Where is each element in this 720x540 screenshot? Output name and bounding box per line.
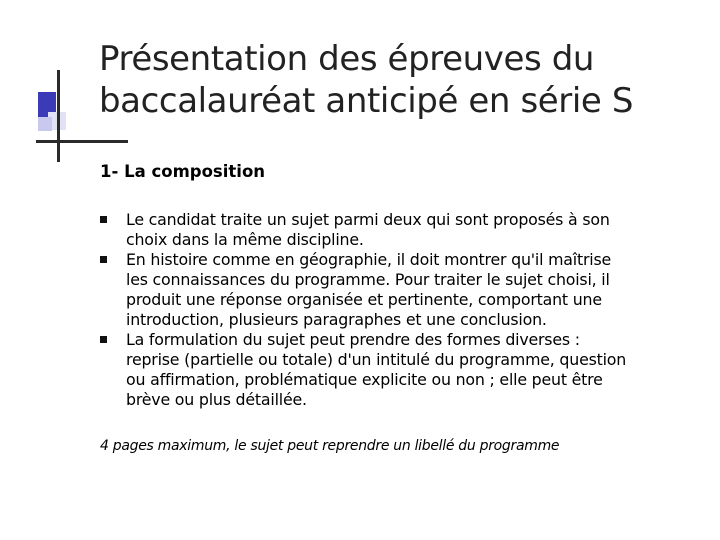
slide-title-line-1: Présentation des épreuves du [99, 39, 595, 79]
bullet-list [100, 210, 700, 410]
bullet-text [126, 210, 700, 250]
deco-horizontal-line [36, 140, 128, 143]
bullet-line: Le candidat traite un sujet parmi deux qui sont proposés à son [126, 210, 610, 229]
square-bullet-icon [100, 256, 107, 263]
footnote: 4 pages maximum, le sujet peut reprendre un libellé du programme [100, 438, 560, 454]
bullet-line: La formulation du sujet peut prendre des formes diverses : [126, 330, 580, 349]
bullet-line: introduction, plusieurs paragraphes et une conclusion. [126, 310, 547, 329]
bullet-item-2 [100, 250, 700, 330]
bullet-item-3 [100, 330, 700, 410]
deco-square-lilac [38, 117, 52, 131]
square-bullet-icon [100, 336, 107, 343]
slide-title-line-2: baccalauréat anticipé en série S [99, 81, 634, 121]
bullet-text [126, 330, 700, 410]
bullet-line: En histoire comme en géographie, il doit montrer qu'il maîtrise [126, 250, 612, 269]
bullet-line: reprise (partielle ou totale) d'un intitulé du programme, question [126, 350, 627, 369]
section-heading: 1- La composition [100, 162, 266, 181]
bullet-line: choix dans la même discipline. [126, 230, 364, 249]
deco-vertical-line [57, 70, 60, 162]
square-bullet-icon [100, 216, 107, 223]
bullet-text [126, 250, 700, 330]
slide-title [99, 38, 699, 122]
bullet-line: les connaissances du programme. Pour traiter le sujet choisi, il [126, 270, 610, 289]
bullet-line: ou affirmation, problématique explicite ou non ; elle peut être [126, 370, 603, 389]
bullet-line: brève ou plus détaillée. [126, 390, 307, 409]
bullet-item-1 [100, 210, 700, 250]
bullet-line: produit une réponse organisée et pertinente, comportant une [126, 290, 602, 309]
